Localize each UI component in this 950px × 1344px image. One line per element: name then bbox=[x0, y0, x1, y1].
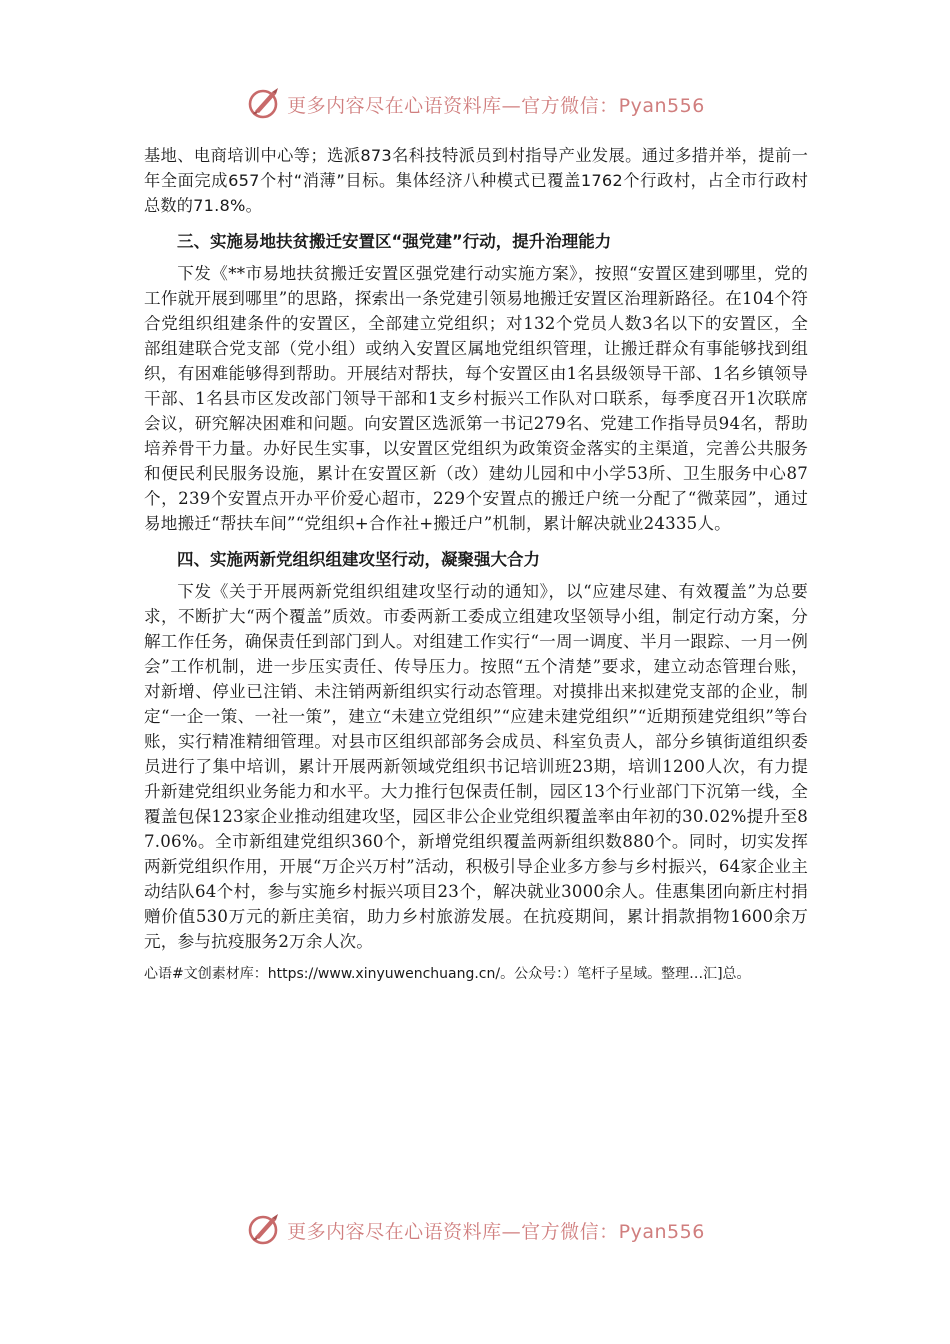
banner-text bbox=[287, 1217, 705, 1244]
brush-logo-icon bbox=[245, 1210, 285, 1250]
paragraph-continued: 基地、电商培训中心等；选派873名科技特派员到村指导产业发展。通过多措并举，提前一年全面完成657个村“消薄”目标。集体经济八种模式已覆盖1762个行政村，占全市行政村总数的71.8%。 bbox=[144, 146, 808, 215]
paragraph-section-3: 下发《**市易地扶贫搬迁安置区强党建行动实施方案》，按照“安置区建到哪里，党的工作就开展到哪里”的思路，探索出一条党建引领易地搬迁安置区治理新路径。在104个符合党组织组建条件的安置区，全部建立党组织；对132个党员人数3名以下的安置区，全部组建联合党支部（党小组）或纳入安置区属地党组织管理，让搬迁群众有事能够找到组织，有困难能够得到帮助。开展结对帮扶，每个安置区由1名县级领导干部、1名乡镇领导干部、1名县市区发改部门领导干部和1支乡村振兴工作队对口联系，每季度召开1次联席会议，研究解决困难和问题。向安置区选派第一书记279名、党建工作指导员94名，帮助培养骨干力量。办好民生实事，以安置区党组织为政策资金落实的主渠道，完善公共服务和便民利民服务设施，累计在安置区新（改）建幼儿园和中小学53所、卫生服务中心87个，239个安置点开办平价爱心超市，229个安置点的搬迁户统一分配了“微菜园”，通过易地搬迁“帮扶车间”“党组织+合作社+搬迁户”机制，累计解决就业24335人。 bbox=[144, 264, 808, 533]
banner-wechat-id: Pyan556 bbox=[618, 1220, 705, 1243]
document-body bbox=[144, 143, 808, 986]
footer-banner bbox=[0, 1208, 950, 1252]
banner-text-cn: 更多内容尽在心语资料库—官方微信： bbox=[287, 94, 619, 117]
source-footnote: 心语#文创素材库：https://www.xinyuwenchuang.cn/。公众号：）笔杆子星域。整理…汇]总。 bbox=[144, 966, 751, 982]
banner-text bbox=[287, 91, 705, 118]
banner-wechat-id: Pyan556 bbox=[618, 94, 705, 117]
brush-logo-icon bbox=[245, 84, 285, 124]
banner-text-cn: 更多内容尽在心语资料库—官方微信： bbox=[287, 1220, 619, 1243]
section-heading-4: 四、实施两新党组织组建攻坚行动，凝聚强大合力 bbox=[177, 550, 540, 569]
paragraph-section-4: 下发《关于开展两新党组织组建攻坚行动的通知》，以“应建尽建、有效覆盖”为总要求，不断扩大“两个覆盖”质效。市委两新工委成立组建攻坚领导小组，制定行动方案，分解工作任务，确保责任到部门到人。对组建工作实行“一周一调度、半月一跟踪、一月一例会”工作机制，进一步压实责任、传导压力。按照“五个清楚”要求，建立动态管理台账，对新增、停业已注销、未注销两新组织实行动态管理。对摸排出来拟建党支部的企业，制定“一企一策、一社一策”，建立“未建立党组织”“应建未建党组织”“近期预建党组织”等台账，实行精准精细管理。对县市区组织部部务会成员、科室负责人，部分乡镇街道组织委员进行了集中培训，累计开展两新领域党组织书记培训班23期，培训1200人次，有力提升新建党组织业务能力和水平。大力推行包保责任制，园区13个行业部门下沉第一线，全覆盖包保123家企业推动组建攻坚，园区非公企业党组织覆盖率由年初的30.02%提升至87.06%。全市新组建党组织360个，新增党组织覆盖两新组织数880个。同时，切实发挥两新党组织作用，开展“万企兴万村”活动，积极引导企业多方参与乡村振兴，64家企业主动结队64个村，参与实施乡村振兴项目23个，解决就业3000余人。佳惠集团向新庄村捐赠价值530万元的新庄美宿，助力乡村旅游发展。在抗疫期间，累计捐款捐物1600余万元，参与抗疫服务2万余人次。 bbox=[144, 582, 808, 951]
section-heading-3: 三、实施易地扶贫搬迁安置区“强党建”行动，提升治理能力 bbox=[177, 232, 612, 251]
header-banner bbox=[0, 82, 950, 126]
